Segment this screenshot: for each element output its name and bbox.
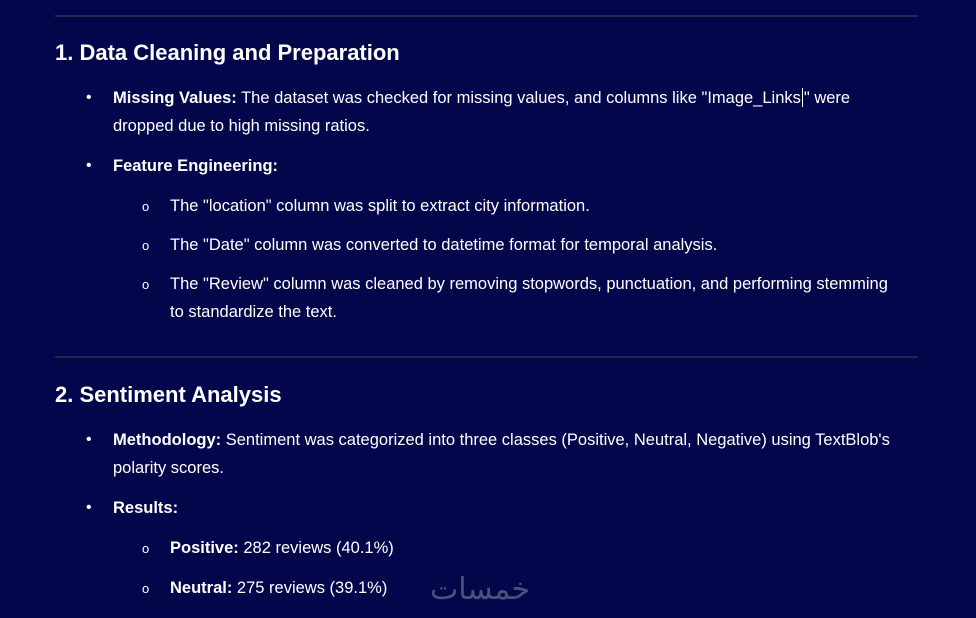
watermark-logo: خمسات [430, 572, 531, 607]
item-label: Methodology: [113, 431, 222, 449]
bullet-icon: • [86, 499, 92, 516]
item-label: Results: [113, 499, 179, 517]
section-heading-data-cleaning: 1. Data Cleaning and Preparation [55, 40, 400, 65]
sub-list-item-date [142, 231, 890, 259]
item-label: Missing Values: [113, 89, 237, 107]
circle-bullet-icon: o [142, 541, 150, 556]
horizontal-rule [55, 356, 918, 358]
circle-bullet-icon: o [142, 277, 150, 292]
item-text-continued: " were dropped due to high missing ratios. [113, 89, 851, 135]
circle-bullet-icon: o [142, 238, 150, 253]
sub-list-item-review [142, 270, 890, 326]
item-label: Neutral: [170, 579, 233, 597]
item-text: 282 reviews (40.1%) [238, 539, 394, 557]
item-text: The "location" column was split to extract city information. [170, 197, 590, 215]
circle-bullet-icon: o [142, 199, 150, 214]
list-item-feature-engineering [86, 152, 903, 180]
circle-bullet-icon: o [142, 581, 150, 596]
item-text: Sentiment was categorized into three classes (Positive, Neutral, Negative) using TextBlob's polarity scores. [113, 431, 890, 477]
bullet-icon: • [86, 431, 92, 448]
item-label: Feature Engineering: [113, 157, 279, 175]
horizontal-rule [55, 15, 918, 17]
section-heading-sentiment-analysis: 2. Sentiment Analysis [55, 382, 282, 407]
bullet-icon: • [86, 89, 92, 106]
list-item-missing-values [86, 84, 903, 140]
item-text: 275 reviews (39.1%) [232, 579, 388, 597]
text-cursor [802, 88, 803, 107]
bullet-icon: • [86, 157, 92, 174]
list-item-results [86, 494, 903, 522]
list-item-methodology [86, 426, 903, 482]
sub-list-item-location [142, 192, 890, 220]
item-text: The dataset was checked for missing values, and columns like "Image_Links [236, 89, 801, 107]
item-text: The "Date" column was converted to datetime format for temporal analysis. [170, 236, 718, 254]
sub-list-item-positive [142, 534, 890, 562]
item-label: Positive: [170, 539, 239, 557]
item-text: The "Review" column was cleaned by removing stopwords, punctuation, and performing stemming to standardize the text. [170, 275, 888, 321]
